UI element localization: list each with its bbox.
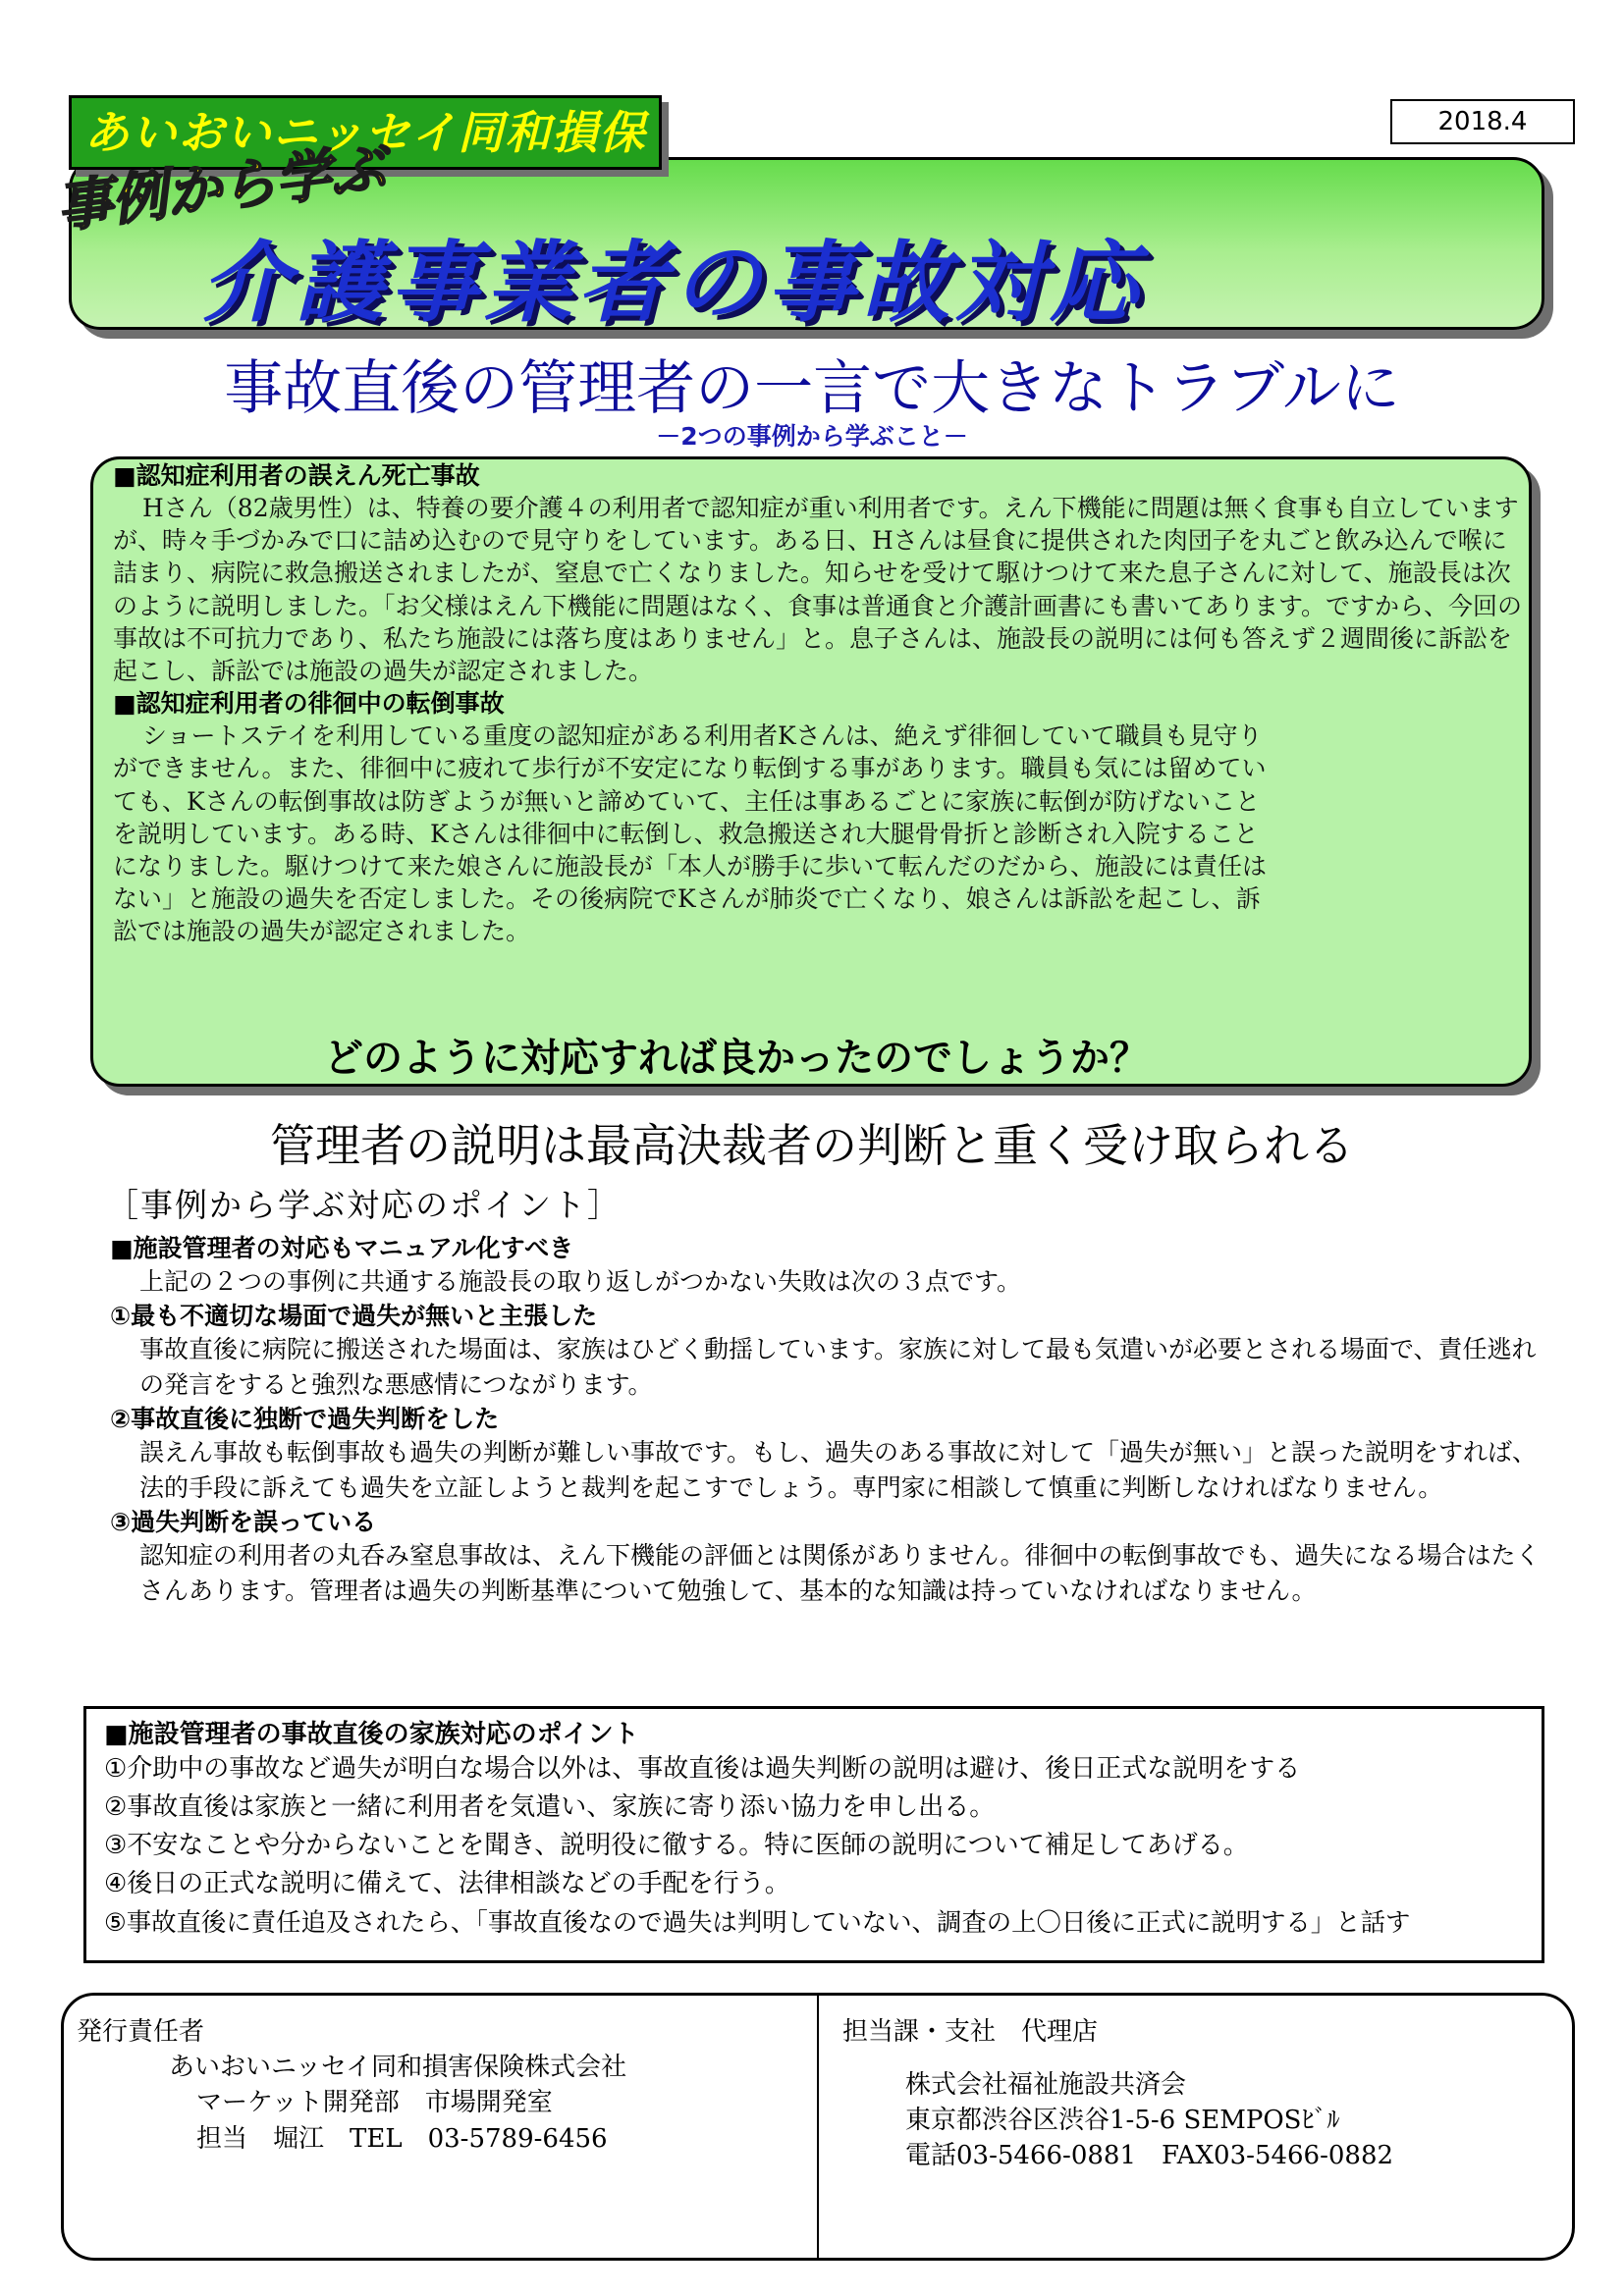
footer-divider [817,1995,819,2259]
points-intro: 上記の２つの事例に共通する施設長の取り返しがつかない失敗は次の３点です。 [139,1267,1022,1296]
agent-address: 東京都渋谷区渋谷1-5-6 SEMPOSﾋﾞﾙ [905,2106,1340,2135]
agent-company: 株式会社福祉施設共済会 [905,2070,1187,2100]
publisher-label: 発行責任者 [77,2017,205,2047]
case-content [113,459,1527,948]
family-heading: ■施設管理者の事故直後の家族対応のポイント [104,1720,639,1749]
point3-text: 認知症の利用者の丸呑み窒息事故は、えん下機能の評価とは関係がありません。徘徊中の転倒事故でも、過失になる場合はたくさんあります。管理者は過失の判断基準について勉強して、基本的な知識は持っていなければなりません。 [139,1541,1541,1605]
family-response-box [83,1706,1544,1963]
case-question: どのように対応すれば良かったのでしょうか？ [324,1036,1149,1081]
subheadline: －2つの事例から学ぶこと－ [656,422,968,451]
issue-date: 2018.4 [1390,99,1575,144]
point3-heading: ③過失判断を誤っている [110,1508,377,1536]
publisher-dept: マーケット開発部 市場開発室 [196,2088,553,2117]
points-heading: ［事例から学ぶ対応のポイント］ [106,1186,622,1224]
family-item: ③不安なことや分からないことを聞き、説明役に徹する。特に医師の説明について補足してあげる。 [104,1831,1249,1860]
case2-body: ショートステイを利用している重度の認知症がある利用者Kさんは、絶えず徘徊していて職員も見守りができません。また、徘徊中に疲れて歩行が不安定になり転倒する事があります。職員も気には留めていても、Kさんの転倒事故は防ぎようが無いと諦めていて、主任は事あるごとに家族に転倒が防げないことを説明しています。ある時、Kさんは徘徊中に転倒し、救急搬送され大腿骨骨折と診断され入院することになりました。駆けつけて来た娘さんに施設長が「本人が勝手に歩いて転んだのだから、施設には責任はない」と施設の過失を否定しました。その後病院でKさんが肺炎で亡くなり、娘さんは訴訟を起こし、訴訟では施設の過失が認定されました。 [113,721,1268,946]
page-title: 介護事業者の事故対応 [201,232,1144,335]
family-item: ②事故直後は家族と一緒に利用者を気遣い、家族に寄り添い協力を申し出る。 [104,1792,996,1822]
family-item: ①介助中の事故など過失が明白な場合以外は、事故直後は過失判断の説明は避け、後日正式な説明をする [104,1754,1301,1784]
publisher-company: あいおいニッセイ同和損害保険株式会社 [169,2053,627,2082]
points-section [106,1232,1549,1609]
agent-phone: 電話03-5466-0881 FAX03-5466-0882 [905,2141,1394,2170]
point2-text: 誤えん事故も転倒事故も過失の判断が難しい事故です。もし、過失のある事故に対して「過失が無い」と誤った説明をすれば、法的手段に訴えても過失を立証しようと裁判を起こすでしょう。専門家に相談して慎重に判断しなければなりません。 [139,1438,1538,1502]
point1-heading: ①最も不適切な場面で過失が無いと主張した [110,1302,598,1330]
banner-subtitle: 事例から学ぶ [53,136,390,240]
company-tag: あいおいニッセイ同和損保 [69,95,662,170]
point2-heading: ②事故直後に独断で過失判断をした [110,1405,500,1433]
point1-text: 事故直後に病院に搬送された場面は、家族はひどく動揺しています。家族に対して最も気遣いが必要とされる場面で、責任逃れの発言をすると強烈な悪感情につながります。 [139,1335,1537,1399]
case2-heading: ■認知症利用者の徘徊中の転倒事故 [113,689,505,719]
manual-heading: ■施設管理者の対応もマニュアル化すべき [110,1234,574,1262]
family-item: ⑤事故直後に責任追及されたら、「事故直後なので過失は判明していない、調査の上〇日後に正式に説明する」と話す [104,1907,1411,1937]
family-item: ④後日の正式な説明に備えて、法律相談などの手配を行う。 [104,1869,790,1898]
publisher-contact: 担当 堀江 TEL 03-5789-6456 [196,2124,608,2154]
agent-label: 担当課・支社 代理店 [842,2017,1099,2047]
case1-body: Hさん（82歳男性）は、特養の要介護４の利用者で認知症が重い利用者です。えん下機能に問題は無く食事も自立していますが、時々手づかみで口に詰め込むので見守りをしています。ある日、Hさんは昼食に提供された肉団子を丸ごと飲み込んで喉に詰まり、病院に救急搬送されましたが、窒息で亡くなりました。知らせを受けて駆けつけて来た息子さんに対して、施設長は次のように説明しました。「お父様はえん下機能に問題はなく、食事は普通食と介護計画書にも書いてあります。ですから、今回の事故は不可抗力であり、私たち施設には落ち度はありません」と。息子さんは、施設長の説明には何も答えず２週間後に訴訟を起こし、訴訟では施設の過失が認定されました。 [113,494,1523,686]
conclusion-heading: 管理者の説明は最高決裁者の判断と重く受け取られる [270,1119,1354,1172]
headline: 事故直後の管理者の一言で大きなトラブルに [224,354,1400,423]
case1-heading: ■認知症利用者の誤えん死亡事故 [113,461,480,490]
